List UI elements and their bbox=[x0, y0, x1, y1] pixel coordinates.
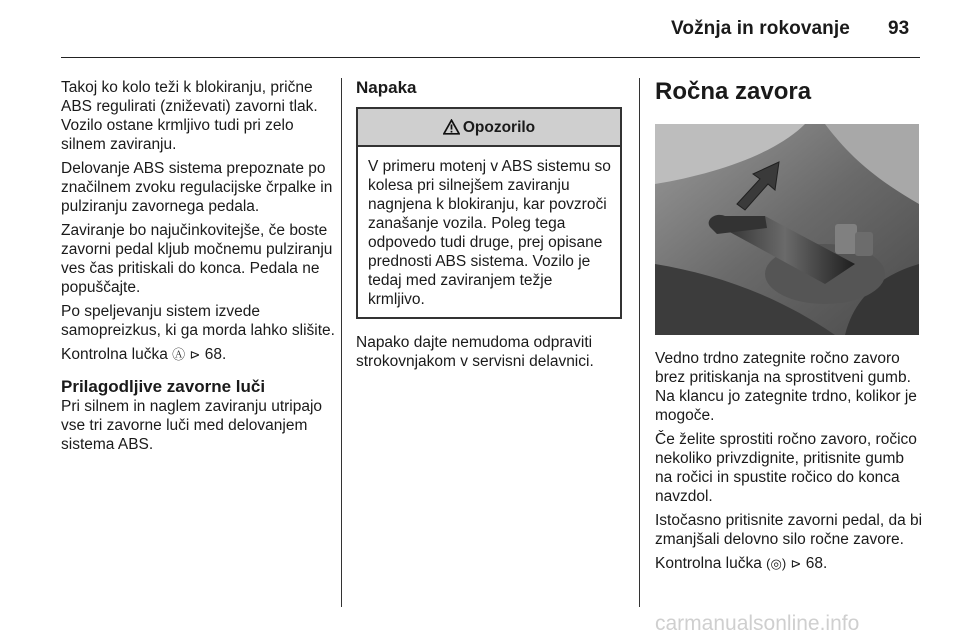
warning-title: Opozorilo bbox=[462, 118, 536, 136]
paragraph: Zaviranje bo najučinkovitejše, če boste zavorni pedal kljub močnemu pulziranju ves čas pritiskali do konca. Pedala ne popuščajte. bbox=[61, 222, 333, 296]
warning-header bbox=[358, 109, 620, 147]
column-divider bbox=[639, 78, 640, 607]
warning-triangle-icon bbox=[443, 119, 460, 135]
subheading: Prilagodljive zavorne luči bbox=[61, 377, 266, 396]
warning-body bbox=[358, 147, 620, 317]
paragraph: Takoj ko kolo teži k blokiranju, prične ABS regulirati (zniževati) zavorni tlak. Vozilo ostane krmljivo tudi pri zelo silnem zaviranju. bbox=[61, 79, 318, 153]
indicator-label: Kontrolna lučka bbox=[655, 555, 767, 572]
paragraph: Če želite sprostiti ročno zavoro, ročico nekoliko privzdignite, pritisnite gumb na ročici in spustite ročico do konca navzdol. bbox=[655, 431, 917, 505]
paragraph: Delovanje ABS sistema prepoznate po značilnem zvoku regulacijske črpalke in pulziranju zavornega pedala. bbox=[61, 160, 333, 215]
watermark: carmanualsonline.info bbox=[655, 612, 860, 635]
paragraph: Vedno trdno zategnite ročno zavoro brez pritiskanja na sprostitveni gumb. Na klancu jo zategnite trdno, kolikor je mogoče. bbox=[655, 350, 917, 424]
paragraph: Pri silnem in naglem zaviranju utripajo vse tri zavorne luči med delovanjem sistema ABS. bbox=[61, 398, 323, 453]
abs-lamp-icon: Ⓐ bbox=[172, 347, 186, 362]
indicator-label: Kontrolna lučka bbox=[61, 346, 173, 363]
indicator-reference bbox=[655, 554, 923, 573]
column-right bbox=[655, 78, 923, 578]
indicator-reference bbox=[61, 345, 335, 364]
brake-lamp-icon: (◎) bbox=[766, 556, 787, 571]
page-number: 93 bbox=[888, 18, 910, 39]
column-middle bbox=[356, 78, 626, 376]
cross-reference-arrow-icon: ⊳ bbox=[189, 347, 201, 362]
cross-reference-page[interactable]: 68. bbox=[801, 555, 828, 572]
column-divider bbox=[341, 78, 342, 607]
cross-reference-arrow-icon: ⊳ bbox=[790, 556, 802, 571]
handbrake-lever-photo bbox=[655, 124, 919, 335]
column-left bbox=[61, 78, 335, 459]
header-divider bbox=[61, 57, 920, 58]
running-header-title: Vožnja in rokovanje bbox=[671, 18, 850, 39]
paragraph: Napako dajte nemudoma odpraviti strokovnjakom v servisni delavnici. bbox=[356, 334, 594, 370]
warning-box bbox=[356, 107, 622, 319]
cross-reference-page[interactable]: 68. bbox=[200, 346, 227, 363]
paragraph: Istočasno pritisnite zavorni pedal, da bi zmanjšali delovno silo ročne zavore. bbox=[655, 512, 923, 548]
warning-text: V primeru motenj v ABS sistemu so kolesa pri silnejšem zaviranju nagnjena k blokiranju, kar povzroči zanašanje vozila. Poleg tega odpovedo tudi druge, prej opisane prednosti ABS sistema. Vozilo je tedaj med zaviranjem težje krmljivo. bbox=[368, 158, 611, 308]
paragraph: Po speljevanju sistem izvede samopreizkus, ki ga morda lahko slišite. bbox=[61, 303, 335, 339]
section-heading: Ročna zavora bbox=[655, 78, 812, 105]
section-heading: Napaka bbox=[356, 78, 417, 97]
